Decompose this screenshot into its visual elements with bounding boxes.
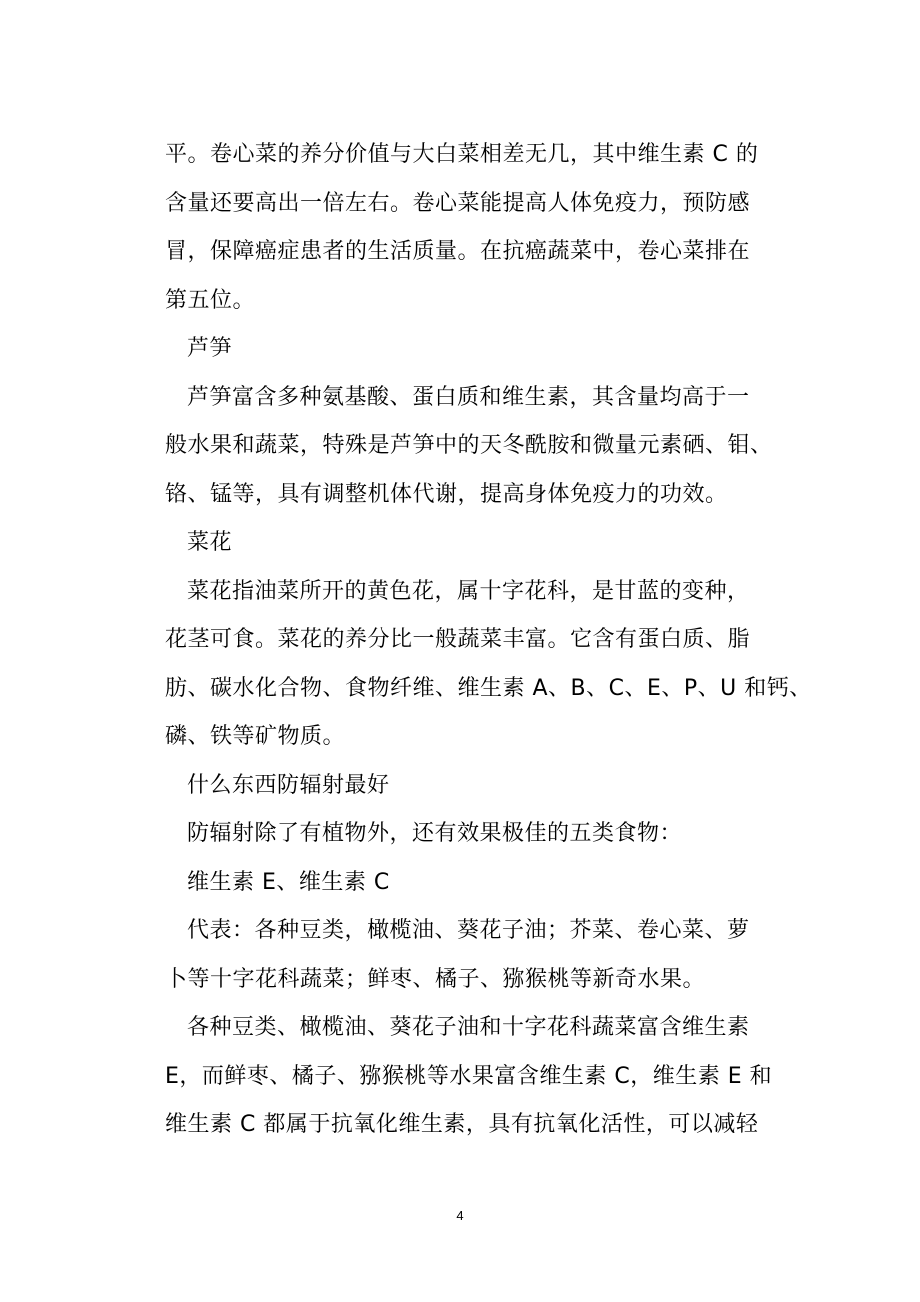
text-line: E，而鲜枣、橘子、猕猴桃等水果富含维生素 C，维生素 E 和 bbox=[165, 1064, 773, 1089]
text-line: 各种豆类、橄榄油、葵花子油和十字花科蔬菜富含维生素 bbox=[187, 1015, 750, 1040]
text-line: 铬、锰等，具有调整机体代谢，提高身体免疫力的功效。 bbox=[165, 482, 728, 507]
text-line: 防辐射除了有植物外，还有效果极佳的五类食物： bbox=[187, 821, 683, 846]
section-heading: 菜花 bbox=[187, 530, 233, 555]
text-line: 第五位。 bbox=[165, 288, 256, 313]
section-heading: 芦笋 bbox=[187, 336, 233, 361]
text-line: 般水果和蔬菜，特殊是芦笋中的天冬酰胺和微量元素硒、钼、 bbox=[165, 433, 773, 458]
text-line: 维生素 C 都属于抗氧化维生素，具有抗氧化活性，可以减轻 bbox=[165, 1112, 759, 1137]
text-line: 冒，保障癌症患者的生活质量。在抗癌蔬菜中，卷心菜排在 bbox=[165, 239, 751, 264]
text-line: 肪、碳水化合物、食物纤维、维生素 A、B、C、E、P、U 和钙、 bbox=[165, 676, 812, 701]
section-heading: 维生素 E、维生素 C bbox=[187, 870, 390, 895]
page-number: 4 bbox=[456, 1208, 464, 1223]
text-line: 菜花指油菜所开的黄色花，属十字花科，是甘蓝的变种， bbox=[187, 579, 750, 604]
text-line: 磷、铁等矿物质。 bbox=[165, 724, 346, 749]
text-line: 卜等十字花科蔬菜；鲜枣、橘子、猕猴桃等新奇水果。 bbox=[165, 967, 706, 992]
text-line: 花茎可食。菜花的养分比一般蔬菜丰富。它含有蛋白质、脂 bbox=[165, 627, 751, 652]
text-line: 平。卷心菜的养分价值与大白菜相差无几，其中维生素 C 的 bbox=[165, 142, 759, 167]
text-line: 含量还要高出一倍左右。卷心菜能提高人体免疫力，预防感 bbox=[165, 191, 751, 216]
text-line: 芦笋富含多种氨基酸、蛋白质和维生素，其含量均高于一 bbox=[187, 385, 750, 410]
section-heading: 什么东西防辐射最好 bbox=[187, 773, 390, 798]
text-line: 代表：各种豆类，橄榄油、葵花子油；芥菜、卷心菜、萝 bbox=[187, 918, 750, 943]
